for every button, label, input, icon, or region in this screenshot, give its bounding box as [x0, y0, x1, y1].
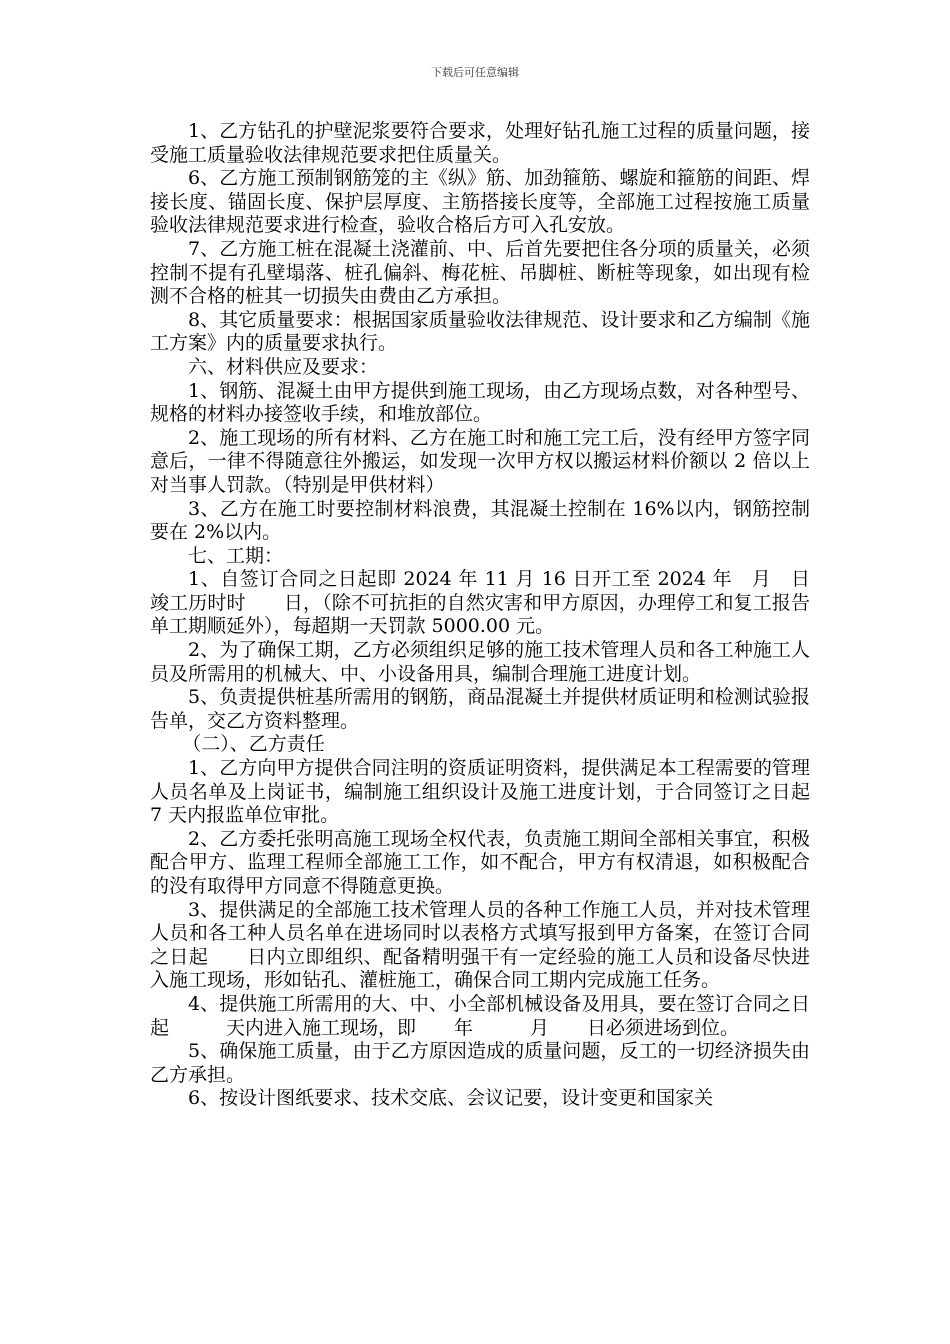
clause-paragraph: 5、确保施工质量，由于乙方原因造成的质量问题，反工的一切经济损失由乙方承担。: [150, 1040, 810, 1086]
clause-paragraph: 8、其它质量要求：根据国家质量验收法律规范、设计要求和乙方编制《施工方案》内的质量要求执行。: [150, 308, 810, 355]
clause-paragraph: 1、乙方向甲方提供合同注明的资质证明资料，提供满足本工程需要的管理人员名单及上岗证书，编制施工组织设计及施工进度计划，于合同签订之日起 7 天内报监单位审批。: [150, 757, 810, 827]
clause-paragraph: 4、提供施工所需用的大、中、小全部机械设备及用具，要在签订合同之日起 天内进入施工现场，即 年 月 日必须进场到位。: [150, 992, 810, 1039]
clause-paragraph: 1、钢筋、混凝土由甲方提供到施工现场，由乙方现场点数，对各种型号、规格的材料办接签收手续，和堆放部位。: [150, 379, 810, 426]
clause-paragraph: 1、自签订合同之日起即 2024 年 11 月 16 日开工至 2024 年 月 日竣工历时时 日，（除不可抗拒的自然灾害和甲方原因，办理停工和复工报告单工期顺延外），每超期一天罚款 5000.00 元。: [150, 568, 810, 638]
clause-paragraph: 6、乙方施工预制钢筋笼的主《纵》筋、加劲箍筋、螺旋和箍筋的间距、焊接长度、锚固长度、保护层厚度、主筋搭接长度等，全部施工过程按施工质量验收法律规范要求进行检查，验收合格后方可入孔安放。: [150, 167, 810, 237]
clause-paragraph: 3、乙方在施工时要控制材料浪费，其混凝土控制在 16%以内，钢筋控制要在 2%以内。: [150, 497, 810, 544]
clause-paragraph: 1、乙方钻孔的护壁泥浆要符合要求，处理好钻孔施工过程的质量问题，接受施工质量验收法律规范要求把住质量关。: [150, 120, 810, 166]
clause-paragraph: 5、负责提供桩基所需用的钢筋，商品混凝土并提供材质证明和检测试验报告单，交乙方资料整理。: [150, 686, 810, 732]
sub-section-heading: （二）、乙方责任: [182, 733, 325, 756]
clause-paragraph: 2、乙方委托张明高施工现场全权代表，负责施工期间全部相关事宜，积极配合甲方、监理工程师全部施工工作，如不配合，甲方有权清退，如积极配合的没有取得甲方同意不得随意更换。: [150, 827, 810, 897]
clause-paragraph: 2、施工现场的所有材料、乙方在施工时和施工完工后，没有经甲方签字同意后，一律不得随意往外搬运，如发现一次甲方权以搬运材料价额以 2 倍以上对当事人罚款。（特别是甲供材料）: [150, 426, 810, 496]
section-heading: 六、材料供应及要求：: [188, 355, 379, 378]
clause-paragraph: 6、按设计图纸要求、技术交底、会议记要，设计变更和国家关: [188, 1087, 714, 1110]
clause-paragraph: 7、乙方施工桩在混凝土浇灌前、中、后首先要把住各分项的质量关，必须控制不提有孔壁塌落、桩孔偏斜、梅花桩、吊脚桩、断桩等现象，如出现有检测不合格的桩其一切损失由费由乙方承担。: [150, 237, 810, 308]
clause-paragraph: 2、为了确保工期，乙方必须组织足够的施工技术管理人员和各工种施工人员及所需用的机械大、中、小设备用具，编制合理施工进度计划。: [150, 639, 810, 685]
document-body: [150, 120, 810, 1111]
section-heading: 七、工期：: [188, 544, 284, 567]
clause-paragraph: 3、提供满足的全部施工技术管理人员的各种工作施工人员，并对技术管理人员和各工种人员名单在进场同时以表格方式填写报到甲方备案，在签订合同之日起 日内立即组织、配备精明强干有一定经验的施工人员和设备尽快进入施工现场，形如钻孔、灌桩施工，确保合同工期内完成施工任务。: [150, 898, 810, 992]
page-header: 下载后可任意编辑: [431, 66, 519, 79]
